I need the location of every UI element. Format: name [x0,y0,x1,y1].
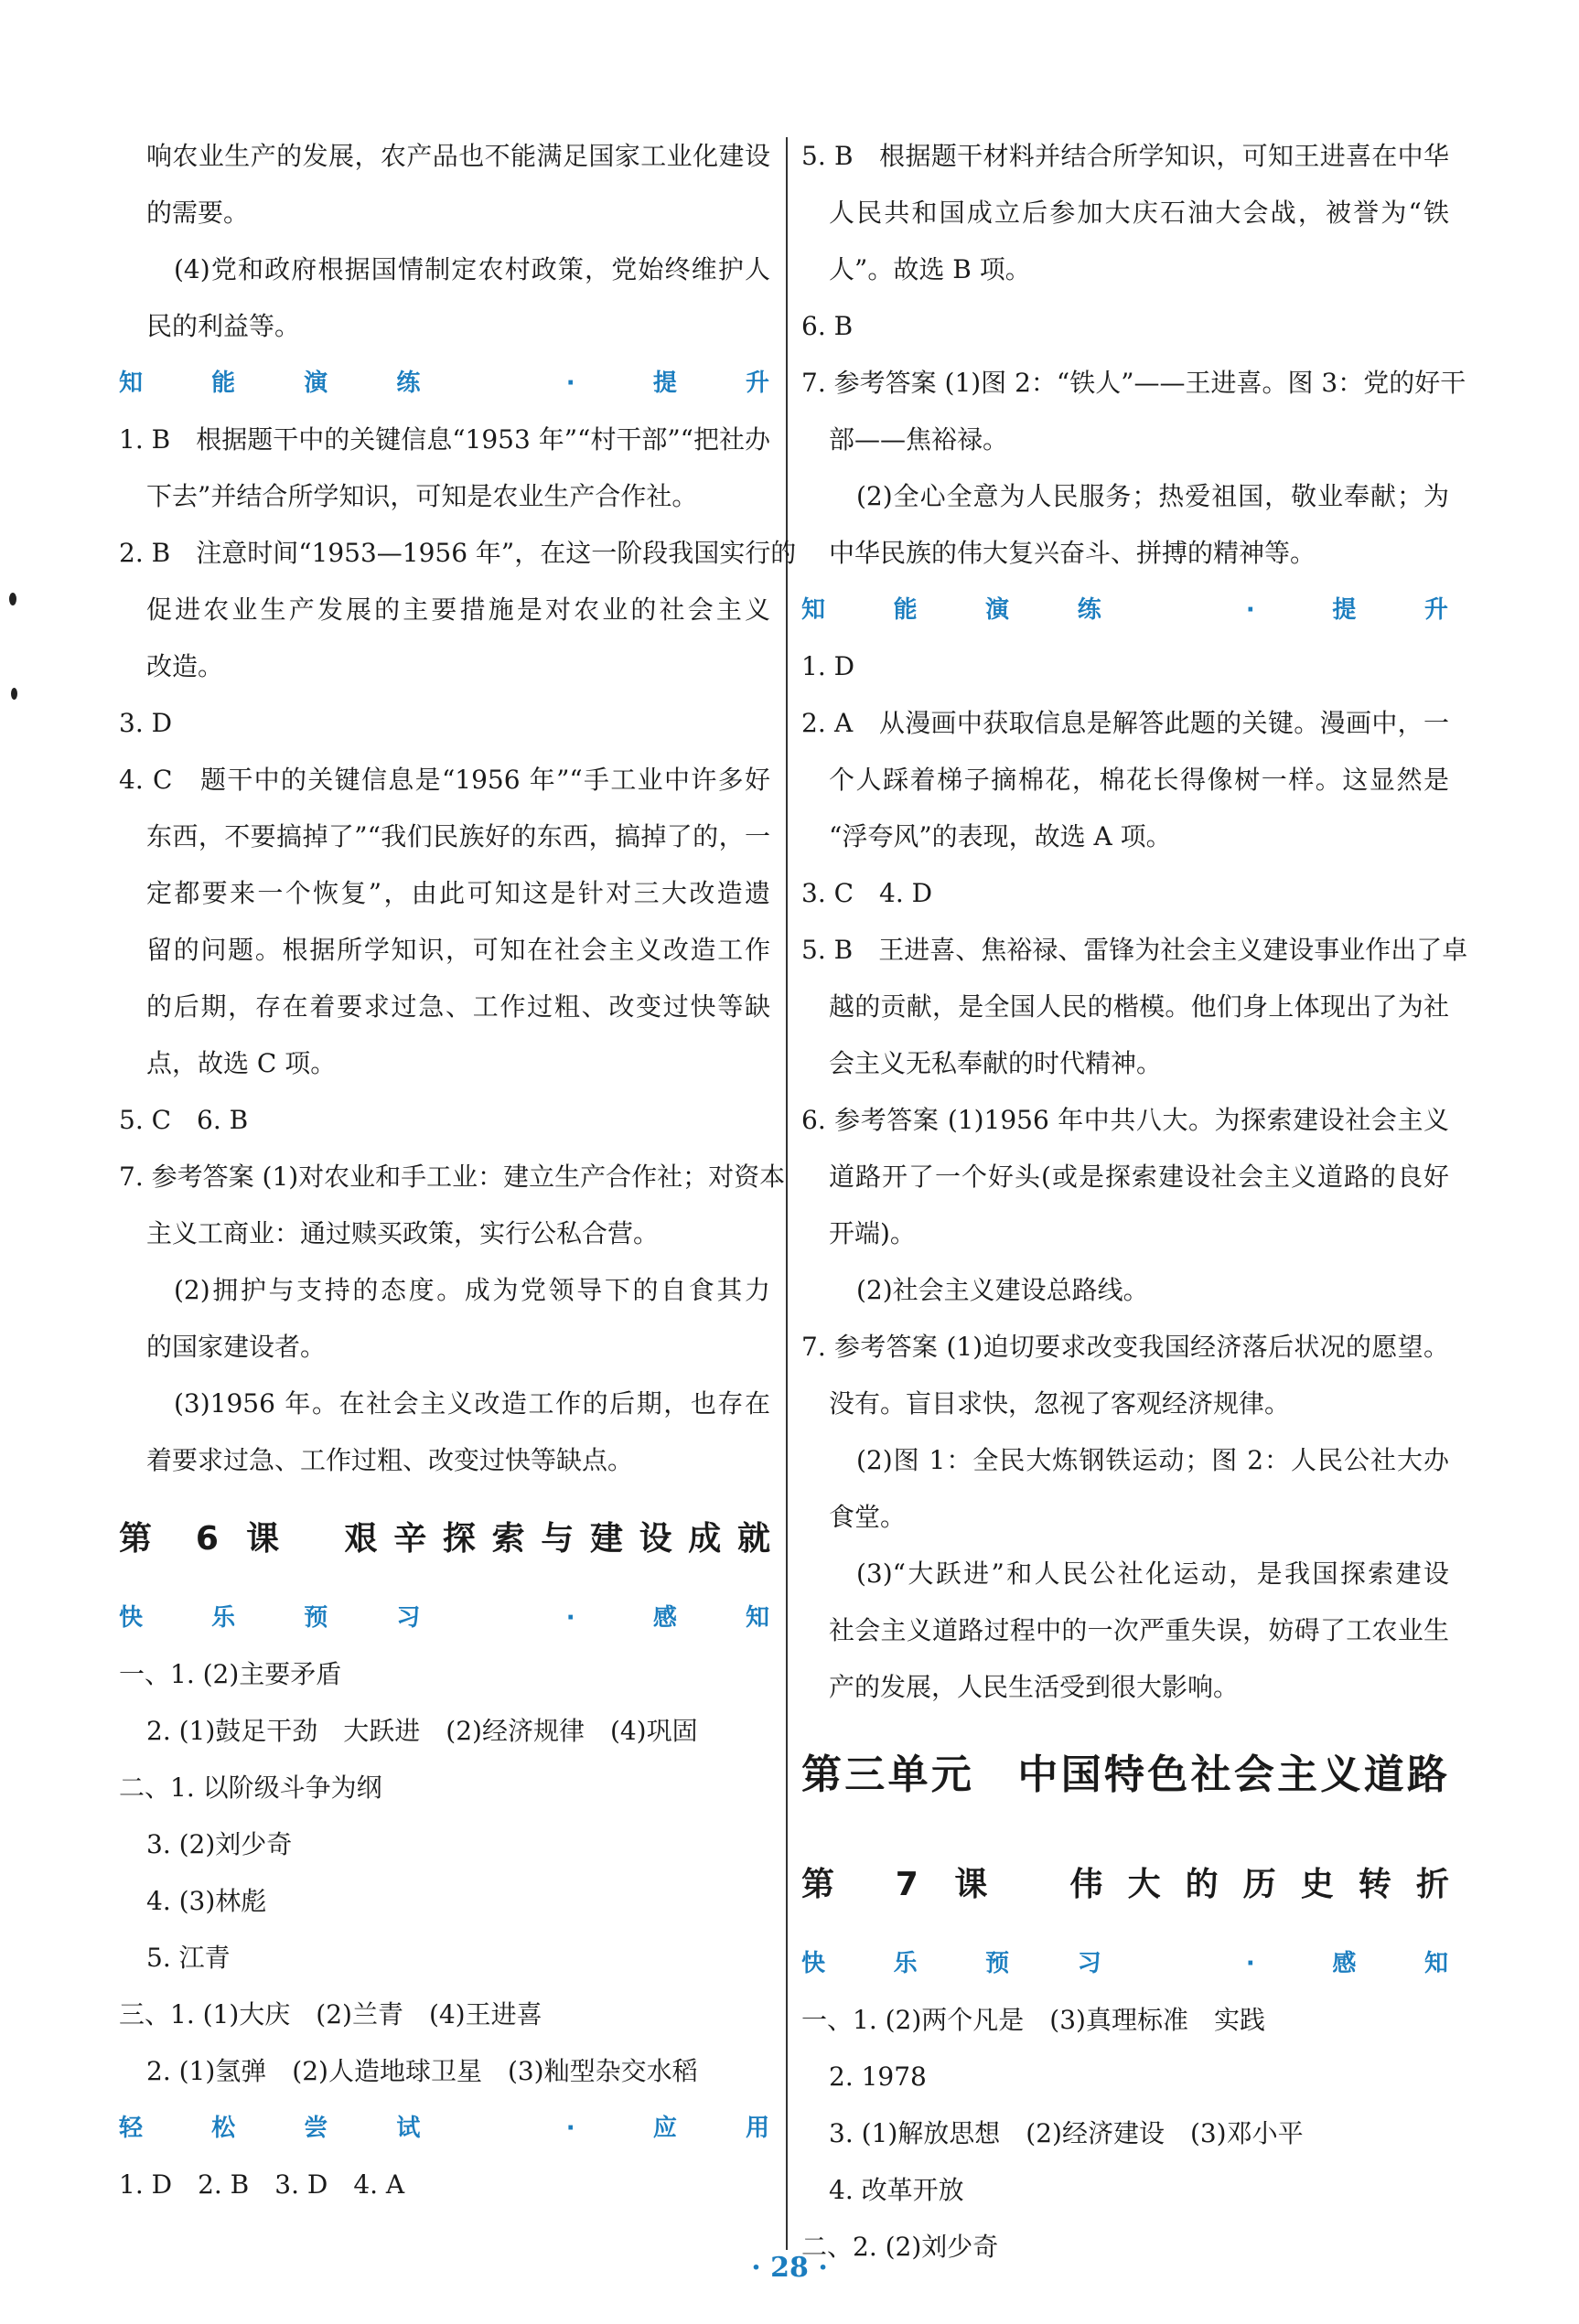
text-line: 二、1. 以阶级斗争为纲 [119,1772,382,1803]
text-line: (2)图 1：全民大炼钢铁运动；图 2：人民公社大办 [856,1445,1449,1475]
lesson-heading: 第 6 课 艰辛探索与建设成就 [119,1520,770,1558]
text-line: 2. (1)氢弹 (2)人造地球卫星 (3)籼型杂交水稻 [146,2056,698,2086]
text-line: 响农业生产的发展，农产品也不能满足国家工业化建设 [146,141,770,171]
text-line: (2)社会主义建设总路线。 [856,1275,1149,1305]
text-line: “浮夸风”的表现，故选 A 项。 [829,821,1172,851]
text-line: (3)1956 年。在社会主义改造工作的后期，也存在 [174,1388,770,1419]
section-heading: 快乐预习 · 感知 [801,1950,1449,1977]
section-heading: 知能演练 · 提升 [119,369,770,397]
text-line: 三、1. (1)大庆 (2)兰青 (4)王进喜 [119,1999,542,2029]
text-line: 主义工商业：通过赎买政策，实行公私合营。 [146,1218,660,1248]
text-line: 3. D [119,708,173,738]
text-line: 人”。故选 B 项。 [829,254,1031,284]
text-line: 2. 1978 [829,2062,927,2092]
scan-mark [11,688,17,700]
text-line: 的需要。 [146,198,250,228]
text-line: 6. 参考答案 (1)1956 年中共八大。为探索建设社会主义 [801,1105,1449,1135]
text-line: 1. D [801,651,855,681]
text-line: 2. B 注意时间“1953—1956 年”，在这一阶段我国实行的 [119,538,797,568]
text-line: 5. B 王进喜、焦裕禄、雷锋为社会主义建设事业作出了卓 [801,935,1468,965]
text-line: 4. C 题干中的关键信息是“1956 年”“手工业中许多好 [119,765,770,795]
text-line: 个人踩着梯子摘棉花，棉花长得像树一样。这显然是 [829,765,1449,795]
text-line: 人民共和国成立后参加大庆石油大会战，被誉为“铁 [829,198,1449,228]
text-line: 7. 参考答案 (1)图 2：“铁人”——王进喜。图 3：党的好干 [801,368,1466,398]
section-heading: 快乐预习 · 感知 [119,1604,770,1632]
text-line: 一、1. (2)两个凡是 (3)真理标准 实践 [801,2005,1265,2035]
text-line: 5. B 根据题干材料并结合所学知识，可知王进喜在中华 [801,141,1449,171]
text-line: 1. D 2. B 3. D 4. A [119,2169,405,2200]
text-line: 民的利益等。 [146,311,301,341]
text-line: 定都要来一个恢复”，由此可知这是针对三大改造遗 [146,878,770,908]
lesson-heading: 第三单元 中国特色社会主义道路 [801,1751,1449,1798]
text-line: 5. C 6. B [119,1105,249,1135]
text-line: 部——焦裕禄。 [829,424,1009,455]
text-line: 下去”并结合所学知识，可知是农业生产合作社。 [146,481,698,511]
text-line: 东西，不要搞掉了”“我们民族好的东西，搞掉了的，一 [146,821,770,851]
text-line: 促进农业生产发展的主要措施是对农业的社会主义 [146,594,770,625]
text-line: 4. 改革开放 [829,2175,964,2205]
left-column [119,128,797,2213]
text-line: 2. A 从漫画中获取信息是解答此题的关键。漫画中，一 [801,708,1449,738]
text-line: (2)拥护与支持的态度。成为党领导下的自食其力 [174,1275,770,1305]
text-line: 6. B [801,311,854,341]
section-heading: 知能演练 · 提升 [801,596,1449,624]
text-line: 点，故选 C 项。 [146,1048,337,1078]
text-line: 的国家建设者。 [146,1332,327,1362]
text-line: 会主义无私奉献的时代精神。 [829,1048,1163,1078]
text-line: 中华民族的伟大复兴奋斗、拼搏的精神等。 [829,538,1316,568]
text-line: 3. (2)刘少奇 [146,1829,293,1859]
text-line: (3)“大跃进”和人民公社化运动，是我国探索建设 [856,1558,1449,1589]
text-line: 开端)。 [829,1218,916,1248]
text-line: 没有。盲目求快，忽视了客观经济规律。 [829,1388,1291,1419]
section-heading: 轻松尝试 · 应用 [119,2115,770,2142]
text-line: 道路开了一个好头(或是探索建设社会主义道路的良好 [829,1162,1449,1192]
text-line: 的后期，存在着要求过急、工作过粗、改变过快等缺 [146,991,770,1022]
scan-mark [9,593,16,605]
right-column [801,128,1468,2276]
text-line: 一、1. (2)主要矛盾 [119,1659,342,1689]
page-number: · 28 · [751,2252,828,2284]
text-line: 食堂。 [829,1502,907,1532]
text-line: 留的问题。根据所学知识，可知在社会主义改造工作 [146,935,770,965]
text-line: 3. C 4. D [801,878,933,908]
text-line: 二、2. (2)刘少奇 [801,2232,999,2262]
lesson-heading: 第 7 课 伟大的历史转折 [801,1866,1449,1903]
text-line: 改造。 [146,651,224,681]
column-divider [786,137,788,2250]
text-line: 5. 江青 [146,1943,231,1973]
text-line: (4)党和政府根据国情制定农村政策，党始终维护人 [174,254,770,284]
text-line: (2)全心全意为人民服务；热爱祖国，敬业奉献；为 [856,481,1449,511]
text-line: 7. 参考答案 (1)迫切要求改变我国经济落后状况的愿望。 [801,1332,1449,1362]
text-line: 1. B 根据题干中的关键信息“1953 年”“村干部”“把社办 [119,424,770,455]
text-line: 2. (1)鼓足干劲 大跃进 (2)经济规律 (4)巩固 [146,1716,698,1746]
text-line: 越的贡献，是全国人民的楷模。他们身上体现出了为社 [829,991,1449,1022]
text-line: 4. (3)林彪 [146,1886,267,1916]
text-line: 社会主义道路过程中的一次严重失误，妨碍了工农业生 [829,1615,1449,1645]
text-line: 3. (1)解放思想 (2)经济建设 (3)邓小平 [829,2118,1304,2148]
text-line: 7. 参考答案 (1)对农业和手工业：建立生产合作社；对资本 [119,1162,786,1192]
text-line: 着要求过急、工作过粗、改变过快等缺点。 [146,1445,634,1475]
text-line: 产的发展，人民生活受到很大影响。 [829,1672,1240,1702]
